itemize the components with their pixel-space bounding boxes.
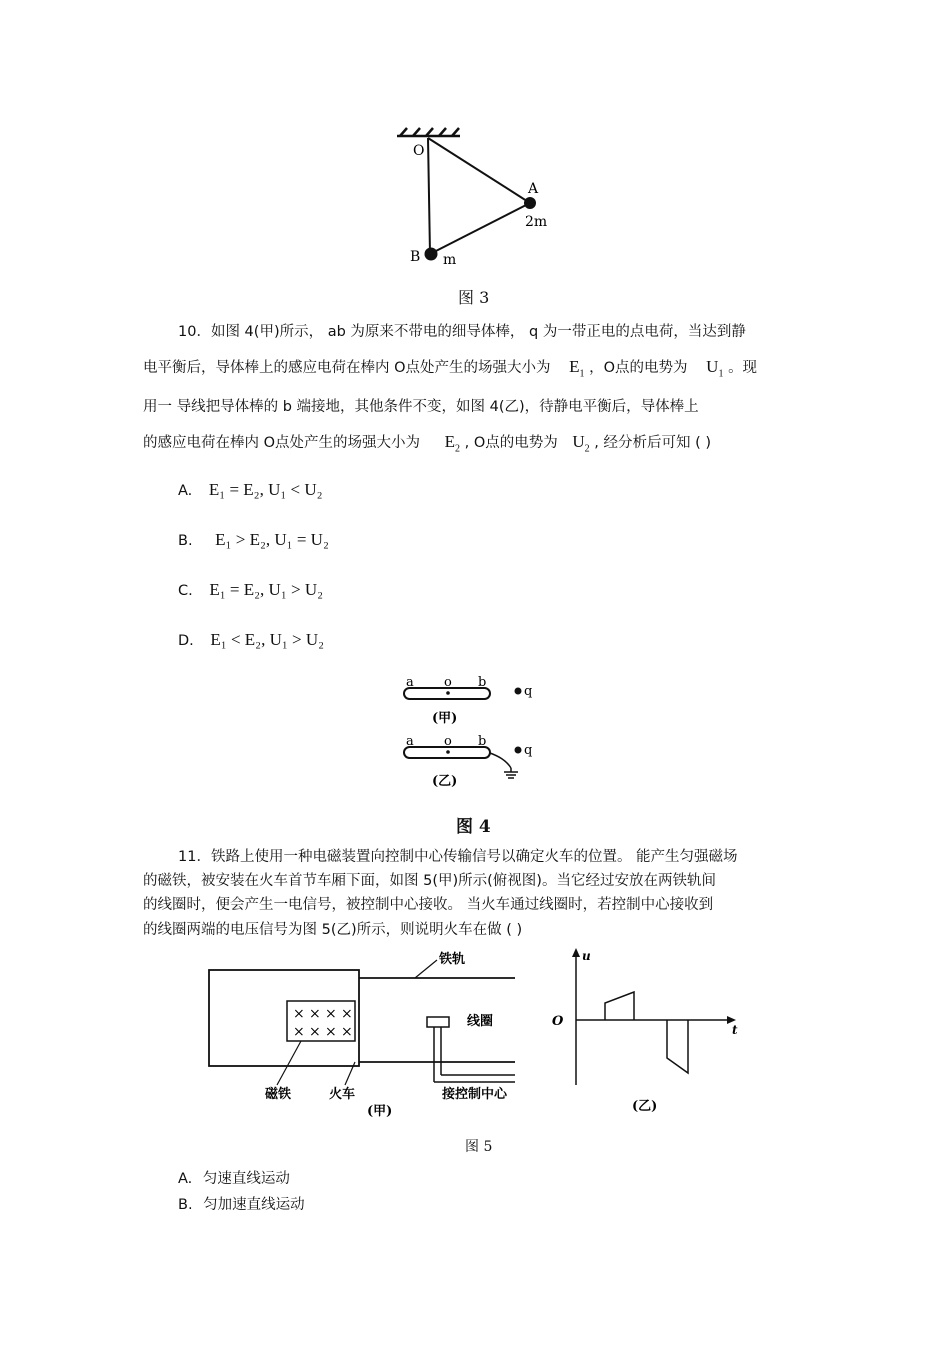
option-expression: E₁ < E₂, U₁ > U₂ xyxy=(210,630,325,649)
field-cross: × xyxy=(309,1024,321,1040)
point-o-jia xyxy=(446,691,450,695)
q10-line-1: 10．如图 4(甲)所示， ab 为原来不带电的细导体棒， q 为一带正电的点电荷，当达到静 xyxy=(178,324,746,340)
fig4-jia-b: b xyxy=(478,675,487,690)
rail-label: 铁轨 xyxy=(439,952,466,967)
ceiling-hatch xyxy=(397,128,460,136)
q10-line-2-text-c: 。现 xyxy=(728,360,758,376)
option-expression: E₁ = E₂, U₁ < U₂ xyxy=(208,480,323,499)
field-cross: × xyxy=(341,1006,353,1022)
figure-5-yi-graph xyxy=(542,940,742,1120)
label-2m: 2m xyxy=(525,214,548,230)
field-cross: × xyxy=(309,1006,321,1022)
coil-head xyxy=(427,1017,449,1027)
field-cross: × xyxy=(325,1024,337,1040)
q10-line-2-text-b: ，O点的电势为 xyxy=(589,360,688,376)
charge-q-jia xyxy=(515,688,522,695)
option-letter: B. xyxy=(178,533,193,549)
field-cross: × xyxy=(293,1006,305,1022)
origin-label: O xyxy=(552,1014,564,1029)
q10-option-c xyxy=(178,580,323,600)
fig4-yi-a: a xyxy=(406,734,414,749)
field-cross: × xyxy=(325,1006,337,1022)
q11-option-b xyxy=(178,1193,305,1214)
option-text: 匀速直线运动 xyxy=(202,1171,290,1187)
negative-pulse xyxy=(667,1020,688,1073)
field-cross: × xyxy=(293,1024,305,1040)
point-o-yi xyxy=(446,750,450,754)
ball-a xyxy=(524,197,536,209)
coil-label: 线圈 xyxy=(467,1014,494,1029)
q10-line-4-text-b: , O点的电势为 xyxy=(464,435,558,451)
option-letter: A. xyxy=(178,1171,193,1187)
option-letter: C. xyxy=(178,583,193,599)
figure-3-caption: 图 3 xyxy=(458,288,490,307)
option-letter: A. xyxy=(178,483,193,499)
q10-option-d xyxy=(178,630,324,650)
rod-ob xyxy=(428,138,430,254)
magnet-pointer xyxy=(277,1041,301,1085)
u1-symbol: $U_1$ xyxy=(706,357,724,380)
q11-line-3: 的线圈时，便会产生一电信号，被控制中心接收。 当火车通过线圈时，若控制中心接收到 xyxy=(143,897,714,913)
q10-line-4-text-c: , 经分析后可知 ( ) xyxy=(594,435,712,451)
label-b: B xyxy=(410,249,421,265)
e2-symbol: $E_2$ xyxy=(444,432,461,455)
option-expression: E₁ = E₂, U₁ > U₂ xyxy=(209,580,324,599)
option-letter: B. xyxy=(178,1197,193,1213)
q10-option-b xyxy=(178,530,329,550)
option-expression: E₁ > E₂, U₁ = U₂ xyxy=(215,530,329,549)
fig4-jia-o: o xyxy=(444,675,452,690)
fig4-yi-b: b xyxy=(478,734,487,749)
fig4-jia-a: a xyxy=(406,675,414,690)
fig4-yi-label: (乙) xyxy=(432,774,458,789)
fig4-jia-label: (甲) xyxy=(432,711,458,726)
label-a: A xyxy=(528,181,539,197)
figure-4-caption: 图 4 xyxy=(456,817,491,837)
u-axis-arrow xyxy=(572,948,580,957)
option-letter: D. xyxy=(178,633,194,649)
charge-q-yi xyxy=(515,747,522,754)
q10-line-4 xyxy=(143,431,711,454)
u2-symbol: $U_2$ xyxy=(572,432,590,455)
train-label: 火车 xyxy=(329,1087,356,1102)
u-axis-label: u xyxy=(582,949,591,963)
q11-option-a xyxy=(178,1167,290,1188)
magnet-label: 磁铁 xyxy=(265,1087,292,1102)
label-o: O xyxy=(413,143,425,159)
figure-4-diagram xyxy=(398,668,548,793)
q10-line-4-text-a: 的感应电荷在棒内 O点处产生的场强大小为 xyxy=(143,435,421,451)
figure-3-diagram xyxy=(395,118,555,278)
ball-b xyxy=(425,248,438,261)
ground-wire xyxy=(490,753,511,768)
fig5-yi-label: (乙) xyxy=(632,1099,658,1114)
control-center-label: 接控制中心 xyxy=(442,1087,508,1102)
fig4-yi-o: o xyxy=(444,734,452,749)
rod-oa xyxy=(428,138,530,203)
q11-line-1: 11．铁路上使用一种电磁装置向控制中心传输信号以确定火车的位置。 能产生匀强磁场 xyxy=(178,849,738,865)
rail-label-pointer xyxy=(415,960,437,978)
e1-symbol: $E_1$ xyxy=(569,357,585,380)
figure-5-jia-diagram xyxy=(205,945,525,1125)
q11-line-2: 的磁铁，被安装在火车首节车厢下面，如图 5(甲)所示(俯视图)。当它经过安放在两铁轨间 xyxy=(143,873,716,889)
rod-ab xyxy=(430,203,530,254)
field-cross: × xyxy=(341,1024,353,1040)
ground-icon xyxy=(504,768,518,778)
option-text: 匀加速直线运动 xyxy=(203,1197,305,1213)
positive-pulse xyxy=(605,992,634,1020)
figure-5-caption: 图 5 xyxy=(465,1139,493,1155)
label-m: m xyxy=(443,252,457,268)
q10-option-a xyxy=(178,480,323,500)
q10-line-2 xyxy=(143,356,757,379)
q10-line-3: 用一 导线把导体棒的 b 端接地，其他条件不变，如图 4(乙)，待静电平衡后，导体棒上 xyxy=(143,399,699,415)
fig4-yi-q: q xyxy=(524,743,533,758)
fig5-jia-label: (甲) xyxy=(367,1104,393,1119)
q10-line-2-text-a: 电平衡后，导体棒上的感应电荷在棒内 O点处产生的场强大小为 xyxy=(143,360,551,376)
q11-line-4: 的线圈两端的电压信号为图 5(乙)所示，则说明火车在做 ( ) xyxy=(143,922,523,938)
t-axis-label: t xyxy=(732,1023,738,1037)
fig4-jia-q: q xyxy=(524,684,533,699)
